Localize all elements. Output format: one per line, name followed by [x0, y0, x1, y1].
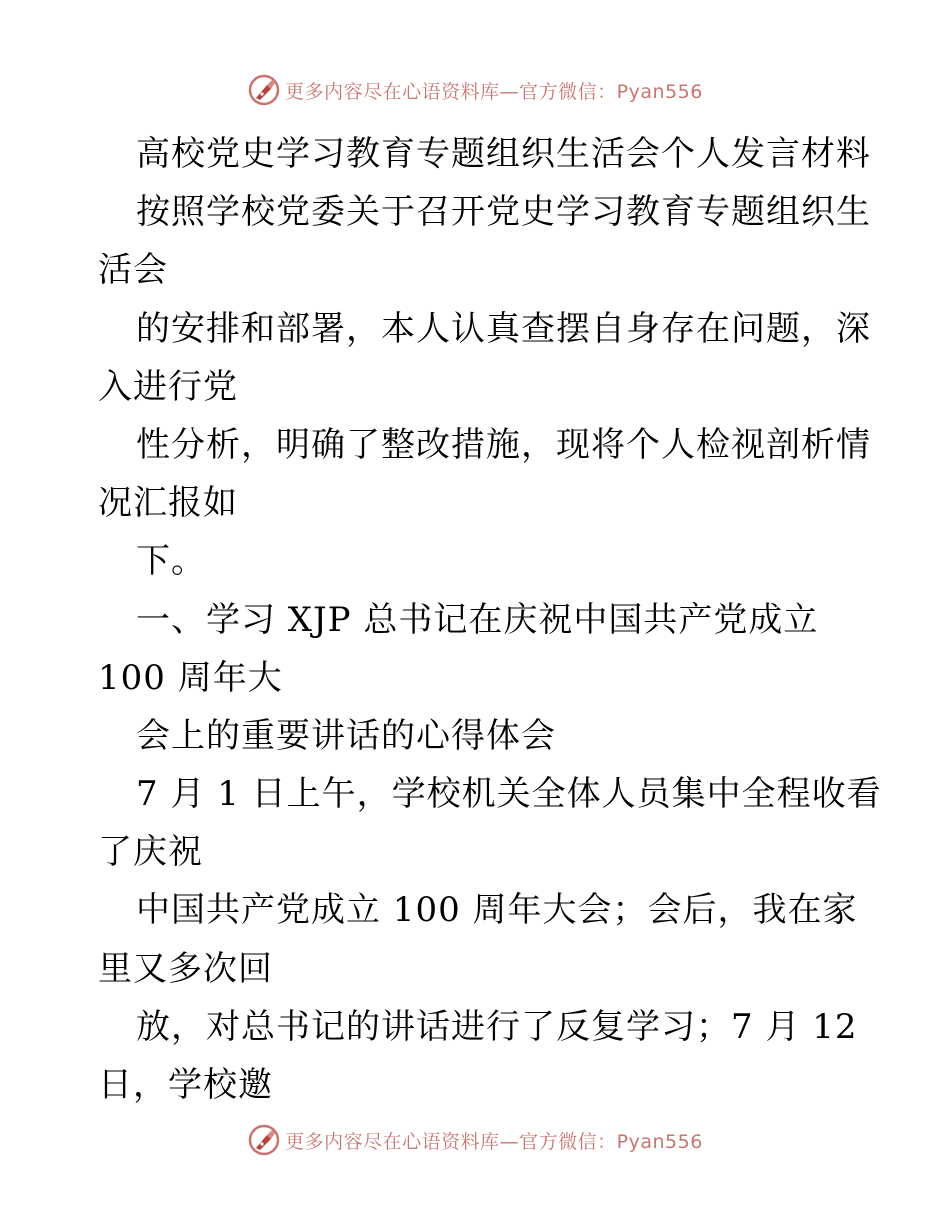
text-line: 一、学习 XJP 总书记在庆祝中国共产党成立 [136, 599, 819, 640]
text-line: 活会 [98, 250, 168, 291]
watermark-label: 更多内容尽在心语资料库—官方微信： [285, 1130, 617, 1153]
watermark-text [285, 77, 703, 104]
document-body [98, 125, 882, 1114]
text-line: 会上的重要讲话的心得体会 [136, 715, 556, 756]
pen-nib-logo-icon [247, 73, 281, 107]
text-line: 7 月 1 日上午，学校机关全体人员集中全程收看 [136, 774, 882, 815]
text-line: 中国共产党成立 100 周年大会；会后，我在家 [136, 890, 858, 931]
text-line: 按照学校党委关于召开党史学习教育专题组织生 [136, 192, 871, 233]
text-line: 里又多次回 [98, 948, 273, 989]
text-line: 100 周年大 [98, 657, 283, 698]
watermark-label: 更多内容尽在心语资料库—官方微信： [285, 80, 617, 103]
pen-nib-logo-icon [247, 1123, 281, 1157]
header-watermark [0, 70, 950, 110]
text-line: 日，学校邀 [98, 1065, 273, 1105]
text-line: 了庆祝 [98, 832, 203, 873]
footer-watermark [0, 1120, 950, 1160]
text-line: 高校党史学习教育专题组织生活会个人发言材料 [136, 134, 871, 174]
watermark-wechat-id: Pyan556 [616, 80, 703, 103]
text-line: 入进行党 [98, 366, 238, 407]
text-line: 况汇报如 [98, 483, 238, 524]
watermark-text [285, 1127, 703, 1154]
text-line: 放，对总书记的讲话进行了反复学习；7 月 12 [136, 1006, 858, 1047]
text-line: 的安排和部署，本人认真查摆自身存在问题，深 [136, 308, 871, 349]
watermark-wechat-id: Pyan556 [616, 1130, 703, 1153]
text-line: 性分析，明确了整改措施，现将个人检视剖析情 [136, 424, 871, 465]
text-line: 下。 [136, 541, 206, 582]
